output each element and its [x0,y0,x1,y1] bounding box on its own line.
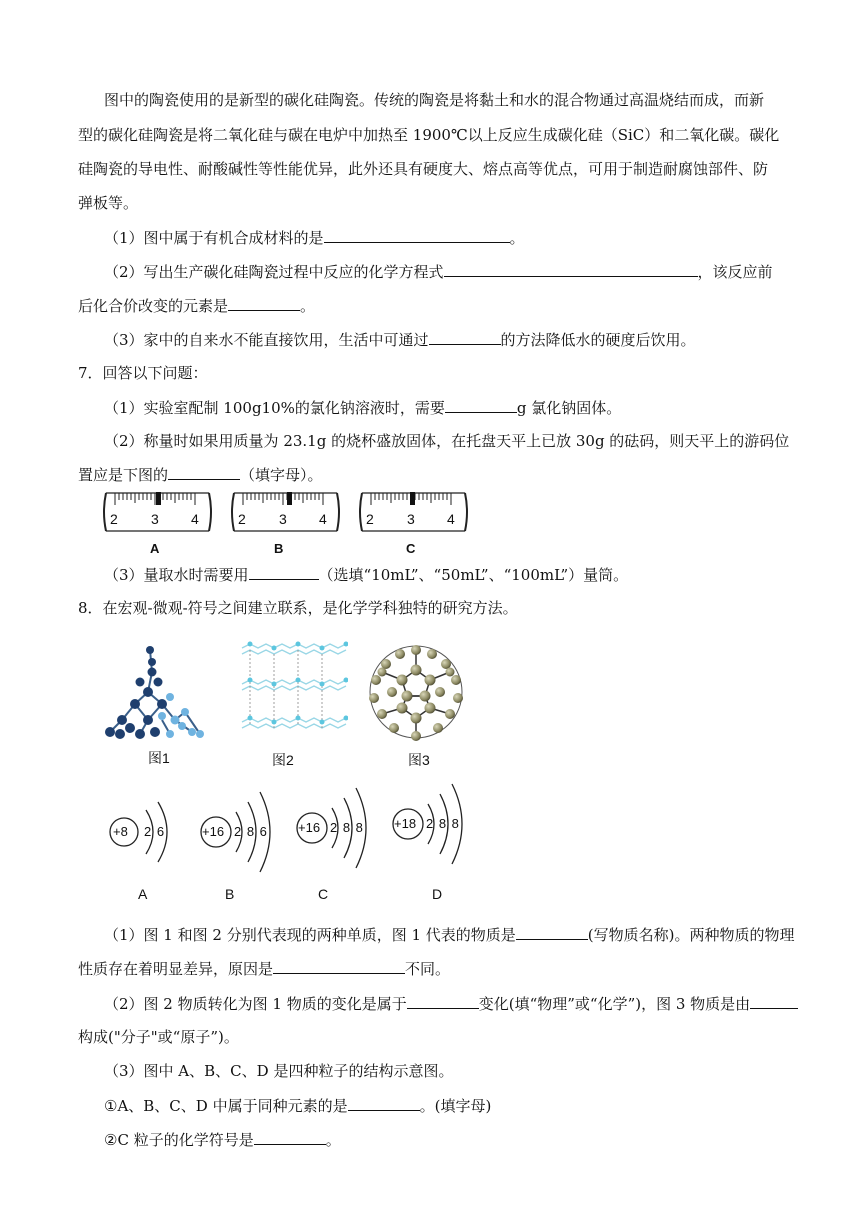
rider-scale-a [100,489,215,535]
q7-part2-cont: 置应是下图的 （填字母）。 [78,466,323,484]
atom-label-a: A [138,886,148,902]
circled-number-1: ① [104,1097,118,1115]
q6-part2-cont: 后化合价改变的元素是 。 [78,297,316,315]
answer-blank[interactable] [254,1129,326,1145]
q6-part3: （3）家中的自来水不能直接饮用，生活中可通过 的方法降低水的硬度后饮用。 [104,331,696,349]
q8-part3: （3）图中 A、B、C、D 是四种粒子的结构示意图。 [104,1062,454,1080]
intro-line-4: 弹板等。 [78,194,139,212]
q8-title: 8．在宏观-微观-符号之间建立联系，是化学学科独特的研究方法。 [78,599,518,617]
q7-part2: （2）称量时如果用质量为 23.1g 的烧杯盛放固体，在托盘天平上已放 30g 的砝码，则天平上的游码位 [104,432,790,450]
tick-label: 4 [447,511,455,527]
diamond-structure-figure [100,642,215,742]
tick-label: 3 [151,511,159,527]
atom-label-c: C [318,886,329,902]
answer-blank[interactable] [445,397,517,413]
q7-part1: （1）实验室配制 100g10%的氯化钠溶液时，需要 g 氯化钠固体。 [104,399,622,417]
atom-structure-b [198,786,288,876]
answer-blank[interactable] [444,261,698,277]
atom-label-b: B [225,886,235,902]
q7-title: 7．回答以下问题： [78,364,208,382]
figure-2-caption: 图2 [272,752,294,768]
tick-label: 3 [279,511,287,527]
q8-part2-cont: 构成("分子"或“原子”)。 [78,1028,239,1046]
nucleus-charge: +18 [394,816,417,831]
circled-number-2: ② [104,1131,118,1149]
atom-structure-c [294,782,384,872]
q8-sub1: ①A、B、C、D 中属于同种元素的是 。(填字母) [104,1097,492,1115]
q6-part2: （2）写出生产碳化硅陶瓷过程中反应的化学方程式 ，该反应前 [104,263,773,281]
fullerene-structure-figure [364,640,468,744]
intro-line-3: 硅陶瓷的导电性、耐酸碱性等性能优异，此外还具有硬度大、熔点高等优点，可用于制造耐腐蚀部件、防 [78,160,769,178]
tick-label: 3 [407,511,415,527]
answer-blank[interactable] [228,295,300,311]
atom-structure-d [390,778,480,868]
option-label-c: C [406,541,416,556]
figure-3-caption: 图3 [408,752,430,768]
q8-part1: （1）图 1 和图 2 分别代表现的两种单质，图 1 代表的物质是 (写物质名称)。两种物质的物理 [104,926,795,944]
answer-blank[interactable] [324,227,510,243]
option-label-b: B [274,541,284,556]
rider-scale-options [100,489,480,559]
q8-sub2: ②C 粒子的化学符号是 。 [104,1131,341,1149]
tick-label: 2 [110,511,118,527]
atom-structure-a [106,796,186,876]
nucleus-charge: +16 [298,820,321,835]
atom-label-d: D [432,886,443,902]
tick-label: 4 [191,511,199,527]
electron-shells: 2 6 [144,824,165,839]
intro-line-2: 型的碳化硅陶瓷是将二氧化硅与碳在电炉中加热至 1900℃以上反应生成碳化硅（SiC）和二氧化碳。碳化 [78,126,780,144]
answer-blank[interactable] [249,564,319,580]
answer-blank[interactable] [429,329,501,345]
q6-part1: （1）图中属于有机合成材料的是 。 [104,229,525,247]
nucleus-charge: +16 [202,824,225,839]
rider-scale-c [356,489,471,535]
q8-part2: （2）图 2 物质转化为图 1 物质的变化是属于 变化(填“物理”或“化学”)，图 3 物质是由 [104,993,798,1014]
tick-label: 2 [366,511,374,527]
answer-blank[interactable] [273,958,405,974]
electron-shells: 2 8 6 [234,824,267,839]
tick-label: 2 [238,511,246,527]
answer-blank[interactable] [168,464,240,480]
q7-part3: （3）量取水时需要用 （选填“10mL”、“50mL”、“100mL”）量筒。 [104,566,629,584]
tick-label: 4 [319,511,327,527]
intro-line-1: 图中的陶瓷使用的是新型的碳化硅陶瓷。传统的陶瓷是将黏土和水的混合物通过高温烧结而成，而新 [104,91,765,109]
nucleus-charge: +8 [113,824,128,839]
rider-scale-b [228,489,343,535]
q8-part1-cont: 性质存在着明显差异，原因是 不同。 [78,960,451,978]
answer-blank[interactable] [407,993,479,1009]
answer-blank[interactable] [348,1095,420,1111]
answer-blank[interactable] [750,993,798,1009]
graphite-structure-figure [240,640,348,738]
figure-1-caption: 图1 [148,750,170,766]
answer-blank[interactable] [516,924,588,940]
option-label-a: A [150,541,160,556]
electron-shells: 2 8 8 [330,820,363,835]
electron-shells: 2 8 8 [426,816,459,831]
